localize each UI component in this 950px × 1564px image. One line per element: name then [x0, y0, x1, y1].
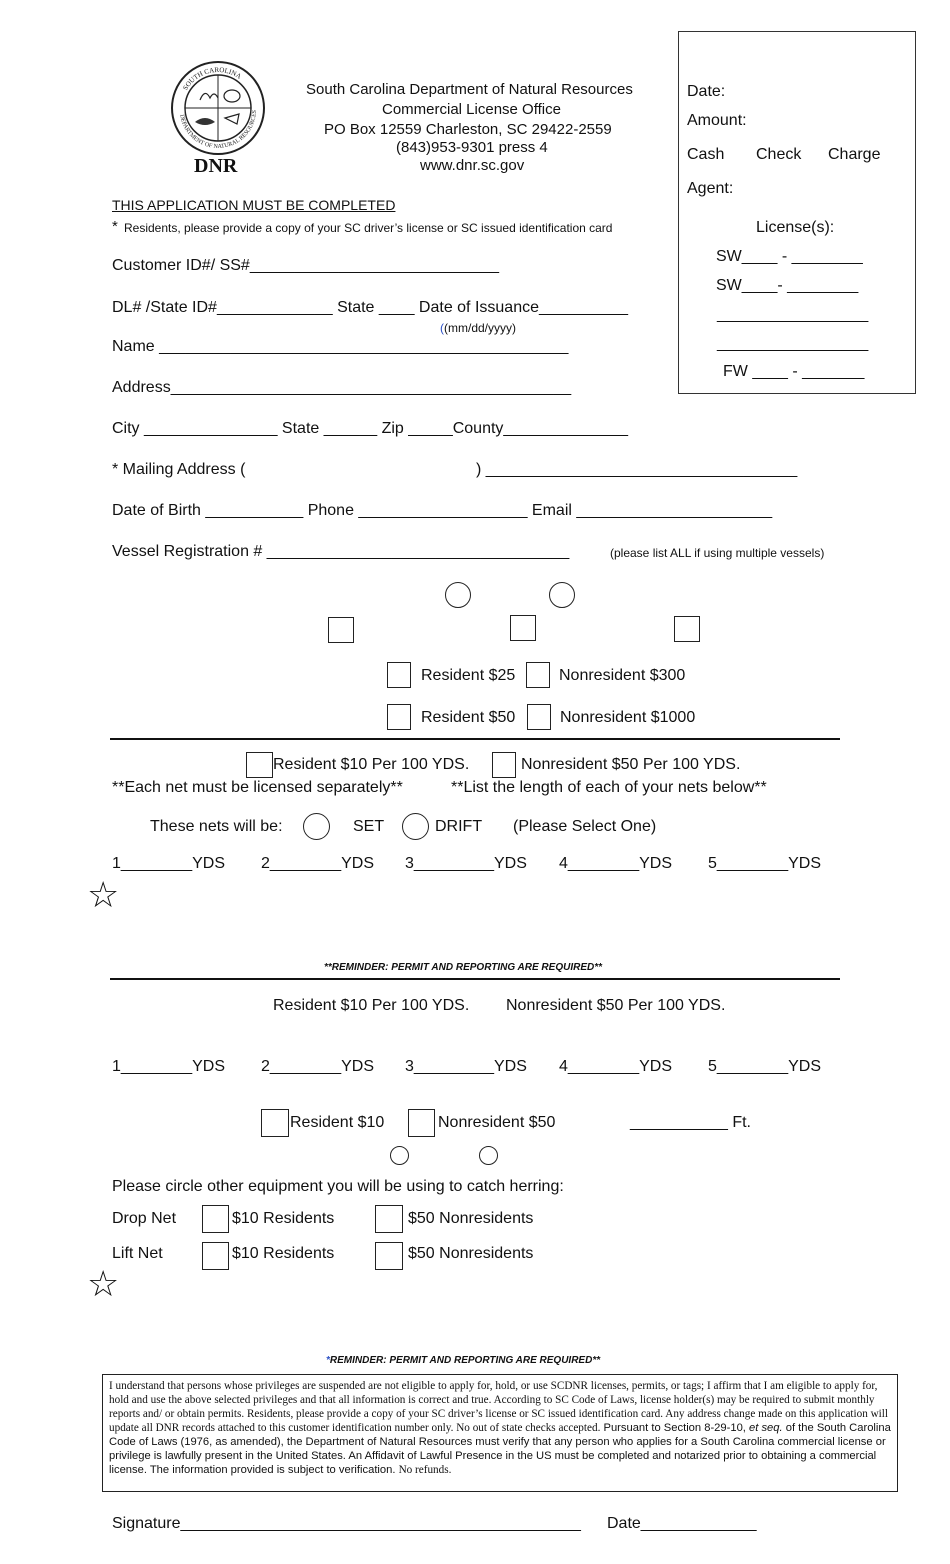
- herring-nonresident-checkbox[interactable]: [408, 1109, 435, 1137]
- second-net-nonresident-label: Nonresident $50 Per 100 YDS.: [506, 997, 726, 1014]
- disclaimer-text-1: I understand that persons whose privileges are suspended are not eligible to apply for, hold, or use SCDNR licenses, permits, or tags; I affirm that I am eligible to apply for, hold and use the above selected privileges and that all information is correct and true. According to SC Code of Laws, license holder(s) may be required to submit monthly reports and/ or obtain permits. Residents, please provide a copy of your SC driver’s license or SC issued identification card. Any address change made on this application will update all DNR records attached to this customer identification number only. No out of state checks accepted.: [109, 1380, 889, 1434]
- section-divider-1: [110, 738, 840, 740]
- drift-radio[interactable]: [402, 813, 429, 840]
- lift-net-label: Lift Net: [112, 1245, 163, 1262]
- disclaimer-text-2a: Pursuant to Section 8-29-10,: [603, 1422, 746, 1434]
- herring-resident-label: Resident $10: [290, 1114, 385, 1131]
- customer-id-field[interactable]: Customer ID#/ SS#____________________________: [112, 257, 499, 274]
- herring-nonresident-label: Nonresident $50: [438, 1114, 556, 1131]
- second-net-length-3[interactable]: 3_________YDS: [405, 1058, 527, 1075]
- star-icon: ☆: [87, 1263, 120, 1304]
- dob-phone-email-field[interactable]: Date of Birth ___________ Phone ___________________ Email ______________________: [112, 502, 773, 519]
- section-divider-2: [110, 978, 840, 980]
- herring-radio-1[interactable]: [390, 1146, 409, 1165]
- dnr-logo-text: DNR: [194, 155, 238, 177]
- agency-website[interactable]: www.dnr.sc.gov: [420, 157, 525, 174]
- resident-25-label: Resident $25: [421, 667, 516, 684]
- city-state-zip-field[interactable]: City _______________ State ______ Zip _____County______________: [112, 420, 628, 437]
- lift-net-resident-checkbox[interactable]: [202, 1242, 229, 1270]
- residents-note: Residents, please provide a copy of your SC driver’s license or SC issued identification card: [124, 221, 613, 235]
- office-blank-line-2: _________________: [717, 335, 869, 352]
- herring-feet-field[interactable]: ___________ Ft.: [630, 1114, 751, 1131]
- office-amount-label: Amount:: [687, 112, 747, 129]
- svg-text:DEPARTMENT OF NATURAL RESOURCE: DEPARTMENT OF NATURAL RESOURCES: [178, 109, 259, 151]
- office-charge-label: Charge: [828, 146, 881, 163]
- address-field[interactable]: Address_____________________________________________: [112, 379, 572, 396]
- office-agent-label: Agent:: [687, 180, 734, 197]
- license-option-checkbox-1[interactable]: [328, 617, 354, 643]
- set-radio[interactable]: [303, 813, 330, 840]
- lift-net-nonresident-label: $50 Nonresidents: [408, 1245, 534, 1262]
- license-option-checkbox-3[interactable]: [674, 616, 700, 642]
- license-type-radio-2[interactable]: [549, 582, 575, 608]
- office-cash-label: Cash: [687, 146, 725, 163]
- agency-name: South Carolina Department of Natural Resources: [306, 81, 633, 98]
- gill-nonresident-label: Nonresident $50 Per 100 YDS.: [521, 756, 741, 773]
- vessel-note: (please list ALL if using multiple vessels): [610, 546, 825, 560]
- herring-equipment-instruction: Please circle other equipment you will be using to catch herring:: [112, 1178, 564, 1195]
- must-complete-heading: THIS APPLICATION MUST BE COMPLETED: [112, 197, 396, 213]
- signature-date-field[interactable]: Date_____________: [607, 1515, 757, 1532]
- reminder-gill-net: **REMINDER: PERMIT AND REPORTING ARE REQUIRED**: [324, 962, 602, 973]
- office-check-label: Check: [756, 146, 802, 163]
- disclaimer-text-2b: of the South Carolina Code of Laws (1976, as amended), the Department of Natural Resources must verify that any person who applies for a South Carolina commercial license or privilege is lawfully present in the United States. An Affidavit of Lawful Presence in the US must be completed and notarized prior to obtaining a commercial license. The information provided is subject to verification.: [109, 1422, 891, 1476]
- each-net-note: **Each net must be licensed separately**: [112, 779, 403, 796]
- mailing-address-label: * Mailing Address (: [112, 461, 246, 478]
- drift-label: DRIFT: [435, 818, 483, 835]
- star-icon: ☆: [87, 874, 120, 915]
- gill-net-length-3[interactable]: 3_________YDS: [405, 855, 527, 872]
- gill-resident-label: Resident $10 Per 100 YDS.: [273, 756, 470, 773]
- license-option-checkbox-2[interactable]: [510, 615, 536, 641]
- residents-note-star: *: [112, 218, 118, 235]
- lift-net-resident-label: $10 Residents: [232, 1245, 335, 1262]
- second-net-length-1[interactable]: 1________YDS: [112, 1058, 225, 1075]
- name-field[interactable]: Name ______________________________________________: [112, 338, 569, 355]
- office-licenses-label: License(s):: [756, 219, 835, 236]
- gill-net-length-2[interactable]: 2________YDS: [261, 855, 374, 872]
- disclaimer-box: [102, 1374, 898, 1492]
- gill-resident-checkbox[interactable]: [246, 752, 273, 778]
- drop-net-label: Drop Net: [112, 1210, 177, 1227]
- list-length-note: **List the length of each of your nets below**: [451, 779, 767, 796]
- second-net-length-4[interactable]: 4________YDS: [559, 1058, 672, 1075]
- office-date-label: Date:: [687, 83, 726, 100]
- mailing-address-field[interactable]: ) ___________________________________: [476, 461, 798, 478]
- date-format-hint: ((mm/dd/yyyy): [440, 321, 516, 335]
- office-sw-line-1: SW____ - ________: [716, 248, 863, 265]
- dl-state-id-field[interactable]: DL# /State ID#_____________ State ____ Date of Issuance__________: [112, 299, 628, 316]
- select-one-note: (Please Select One): [513, 818, 657, 835]
- herring-radio-2[interactable]: [479, 1146, 498, 1165]
- drop-net-nonresident-label: $50 Nonresidents: [408, 1210, 534, 1227]
- nonresident-300-checkbox[interactable]: [526, 662, 550, 688]
- nonresident-300-label: Nonresident $300: [559, 667, 686, 684]
- drop-net-resident-label: $10 Residents: [232, 1210, 335, 1227]
- second-net-length-5[interactable]: 5________YDS: [708, 1058, 821, 1075]
- license-type-radio-1[interactable]: [445, 582, 471, 608]
- reminder-herring: *REMINDER: PERMIT AND REPORTING ARE REQUIRED**: [326, 1355, 601, 1366]
- nonresident-1000-checkbox[interactable]: [527, 704, 551, 730]
- disclaimer-text-3: No refunds.: [398, 1464, 452, 1476]
- nets-will-be-label: These nets will be:: [150, 818, 283, 835]
- second-net-resident-label: Resident $10 Per 100 YDS.: [273, 997, 470, 1014]
- nonresident-1000-label: Nonresident $1000: [560, 709, 696, 726]
- gill-net-length-5[interactable]: 5________YDS: [708, 855, 821, 872]
- gill-net-length-4[interactable]: 4________YDS: [559, 855, 672, 872]
- disclaimer-text-2-italic: et seq.: [749, 1422, 783, 1434]
- office-fw-line: FW ____ - _______: [723, 363, 865, 380]
- signature-field[interactable]: Signature_____________________________________________: [112, 1515, 581, 1532]
- herring-resident-checkbox[interactable]: [261, 1109, 289, 1137]
- resident-50-checkbox[interactable]: [387, 704, 411, 730]
- drop-net-nonresident-checkbox[interactable]: [375, 1205, 403, 1233]
- vessel-registration-field[interactable]: Vessel Registration # __________________________________: [112, 543, 570, 560]
- gill-nonresident-checkbox[interactable]: [492, 752, 516, 778]
- second-net-length-2[interactable]: 2________YDS: [261, 1058, 374, 1075]
- office-name: Commercial License Office: [382, 101, 561, 118]
- set-label: SET: [353, 818, 385, 835]
- gill-net-length-1[interactable]: 1________YDS: [112, 855, 225, 872]
- office-blank-line-1: _________________: [717, 306, 869, 323]
- drop-net-resident-checkbox[interactable]: [202, 1205, 229, 1233]
- agency-address: PO Box 12559 Charleston, SC 29422-2559: [324, 121, 612, 138]
- agency-phone: (843)953-9301 press 4: [396, 139, 548, 156]
- office-sw-line-2: SW____- ________: [716, 277, 859, 294]
- office-use-box: [678, 31, 916, 394]
- dnr-seal-logo: [170, 60, 266, 156]
- svg-text:SOUTH CAROLINA: SOUTH CAROLINA: [181, 65, 243, 92]
- lift-net-nonresident-checkbox[interactable]: [375, 1242, 403, 1270]
- resident-25-checkbox[interactable]: [387, 662, 411, 688]
- resident-50-label: Resident $50: [421, 709, 516, 726]
